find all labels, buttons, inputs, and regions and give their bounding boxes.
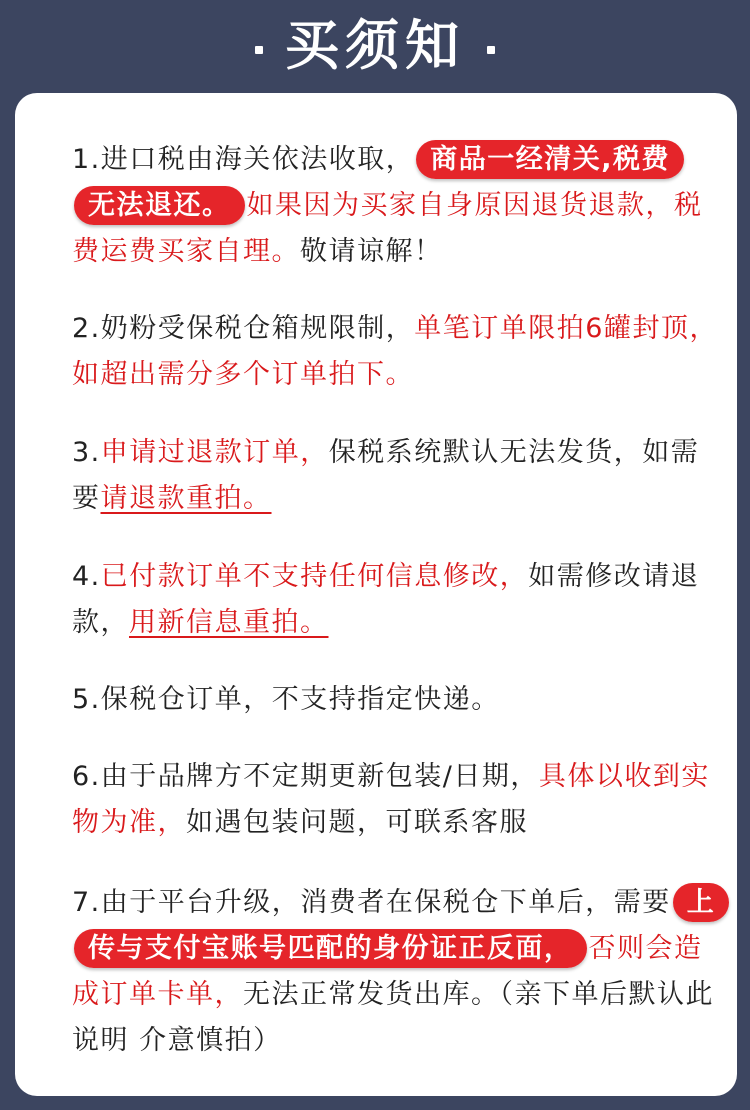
item-1-highlight-1: 商品一经清关,税费 xyxy=(416,140,684,179)
notice-item-7 xyxy=(72,880,720,1064)
item-5-text: 5.保税仓订单，不支持指定快递。 xyxy=(72,684,500,715)
page-title: 买须知 xyxy=(285,14,465,77)
item-6-text-2: 如遇包装问题，可联系客服 xyxy=(186,807,528,838)
item-1-red-text-2: 费运费买家自理。 xyxy=(72,236,300,267)
item-4-text: 如需修改请退款， xyxy=(72,561,700,638)
notice-card xyxy=(15,93,737,1096)
left-dot-decoration xyxy=(255,46,263,54)
item-1-text-2: 敬请谅解！ xyxy=(300,236,443,267)
item-3-red-text: 申请过退款订单， xyxy=(100,437,329,468)
notice-item-1 xyxy=(72,137,720,275)
notice-item-5 xyxy=(72,677,720,723)
notice-item-2 xyxy=(72,306,720,398)
item-7-text-2: 无法正常发货出库。（亲下单后默认此说明 介意慎拍） xyxy=(72,979,714,1056)
item-3-text: 保税系统默认无法发货，如需要 xyxy=(72,437,700,514)
notice-item-6 xyxy=(72,754,720,846)
item-1-red-text-1: 如果因为买家自身原因退货退款，税 xyxy=(246,190,703,221)
item-7-highlight: 上传与支付宝账号匹配的身份证正反面， xyxy=(74,883,729,968)
header xyxy=(0,0,750,92)
item-3-number: 3. xyxy=(72,437,101,468)
item-7-text: 7.由于平台升级，消费者在保税仓下单后，需要 xyxy=(72,887,671,918)
item-6-red-text: 具体以收到实物为准， xyxy=(72,761,710,838)
right-dot-decoration xyxy=(487,46,495,54)
notice-item-3 xyxy=(72,430,720,522)
item-1-text: 1.进口税由海关依法收取， xyxy=(72,144,415,175)
item-3-underlined-text: 请退款重拍。 xyxy=(100,483,272,514)
item-4-underlined-text: 用新信息重拍。 xyxy=(129,607,329,638)
item-2-red-text: 单笔订单限拍6罐封顶，如超出需分多个订单拍下。 xyxy=(72,313,718,390)
item-7-red-text: 否则会造成订单卡单， xyxy=(72,933,703,1010)
item-4-red-text: 已付款订单不支持任何信息修改， xyxy=(100,561,529,592)
item-6-text: 6.由于品牌方不定期更新包装/日期， xyxy=(72,761,539,792)
item-1-highlight-2: 无法退还。 xyxy=(74,186,245,225)
item-4-number: 4. xyxy=(72,561,101,592)
item-2-text: 2.奶粉受保税仓箱规限制， xyxy=(72,313,415,344)
notice-item-4 xyxy=(72,554,720,646)
